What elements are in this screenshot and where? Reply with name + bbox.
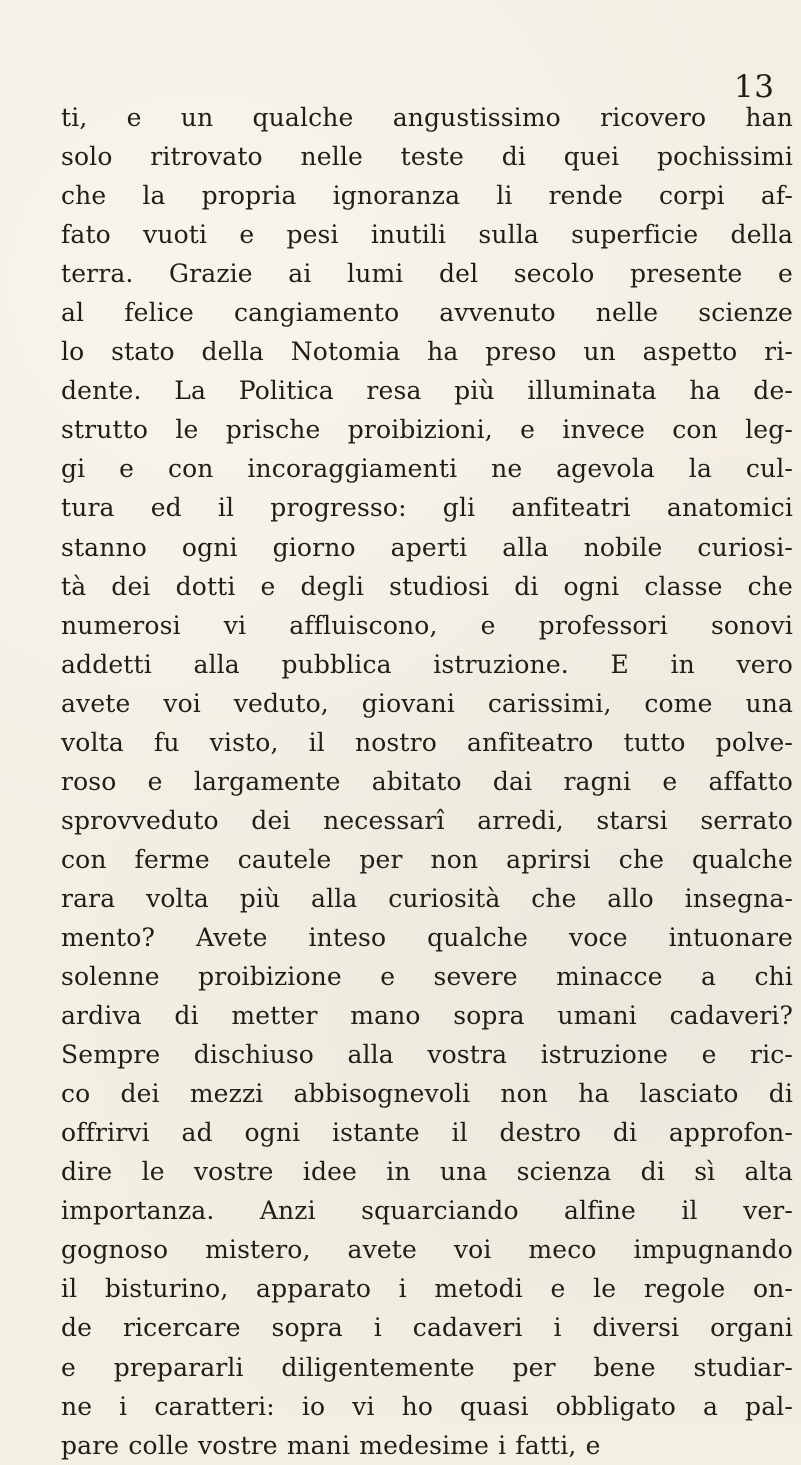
text-line: roso e largamente abitato dai ragni e affatto (61, 766, 793, 796)
text-line: co dei mezzi abbisognevoli non ha lasciato di (61, 1079, 793, 1109)
text-line: lo stato della Notomia ha preso un aspetto ri- (61, 337, 793, 367)
page-number: 13 (734, 69, 775, 105)
text-line: addetti alla pubblica istruzione. E in vero (61, 649, 793, 679)
page-text (61, 98, 793, 1465)
text-line: stanno ogni giorno aperti alla nobile curiosi- (61, 532, 793, 562)
text-line: gi e con incoraggiamenti ne agevola la cul- (61, 454, 793, 484)
text-line: ne i caratteri: io vi ho quasi obbligato a pal- (61, 1391, 793, 1421)
text-line: dire le vostre idee in una scienza di sì alta (61, 1157, 793, 1187)
text-line: offrirvi ad ogni istante il destro di approfon- (61, 1118, 793, 1148)
text-line: solenne proibizione e severe minacce a chi (61, 962, 793, 992)
text-line: fato vuoti e pesi inutili sulla superficie della (61, 220, 793, 250)
text-line: avete voi veduto, giovani carissimi, come una (61, 688, 793, 718)
text-line: importanza. Anzi squarciando alfine il ver- (61, 1196, 793, 1226)
text-line: ardiva di metter mano sopra umani cadaveri? (61, 1001, 793, 1031)
text-line: dente. La Politica resa più illuminata ha de- (61, 376, 793, 406)
text-line: gognoso mistero, avete voi meco impugnando (61, 1235, 793, 1265)
text-line: tà dei dotti e degli studiosi di ogni classe che (61, 571, 793, 601)
text-line: numerosi vi affluiscono, e professori sonovi (61, 610, 793, 640)
text-line: solo ritrovato nelle teste di quei pochissimi (61, 142, 793, 172)
text-line: terra. Grazie ai lumi del secolo presente e (61, 259, 793, 289)
text-line: il bisturino, apparato i metodi e le regole on- (61, 1274, 793, 1304)
text-line: pare colle vostre mani medesime i fatti, e (61, 1430, 601, 1460)
text-line: al felice cangiamento avvenuto nelle scienze (61, 298, 793, 328)
text-line: che la propria ignoranza li rende corpi af- (61, 181, 793, 211)
text-line: volta fu visto, il nostro anfiteatro tutto polve- (61, 727, 793, 757)
text-line: strutto le prische proibizioni, e invece con leg- (61, 415, 793, 445)
text-line: sprovveduto dei necessarî arredi, starsi serrato (61, 805, 793, 835)
text-line: ti, e un qualche angustissimo ricovero han (61, 103, 793, 132)
text-line: rara volta più alla curiosità che allo insegna- (61, 883, 793, 913)
text-line: con ferme cautele per non aprirsi che qualche (61, 844, 793, 874)
text-line: e prepararli diligentemente per bene studiar- (61, 1352, 793, 1382)
text-line: tura ed il progresso: gli anfiteatri anatomici (61, 493, 793, 523)
text-line: mento? Avete inteso qualche voce intuonare (61, 922, 793, 952)
text-line: de ricercare sopra i cadaveri i diversi organi (61, 1313, 793, 1343)
text-line: Sempre dischiuso alla vostra istruzione e ric- (61, 1040, 793, 1070)
